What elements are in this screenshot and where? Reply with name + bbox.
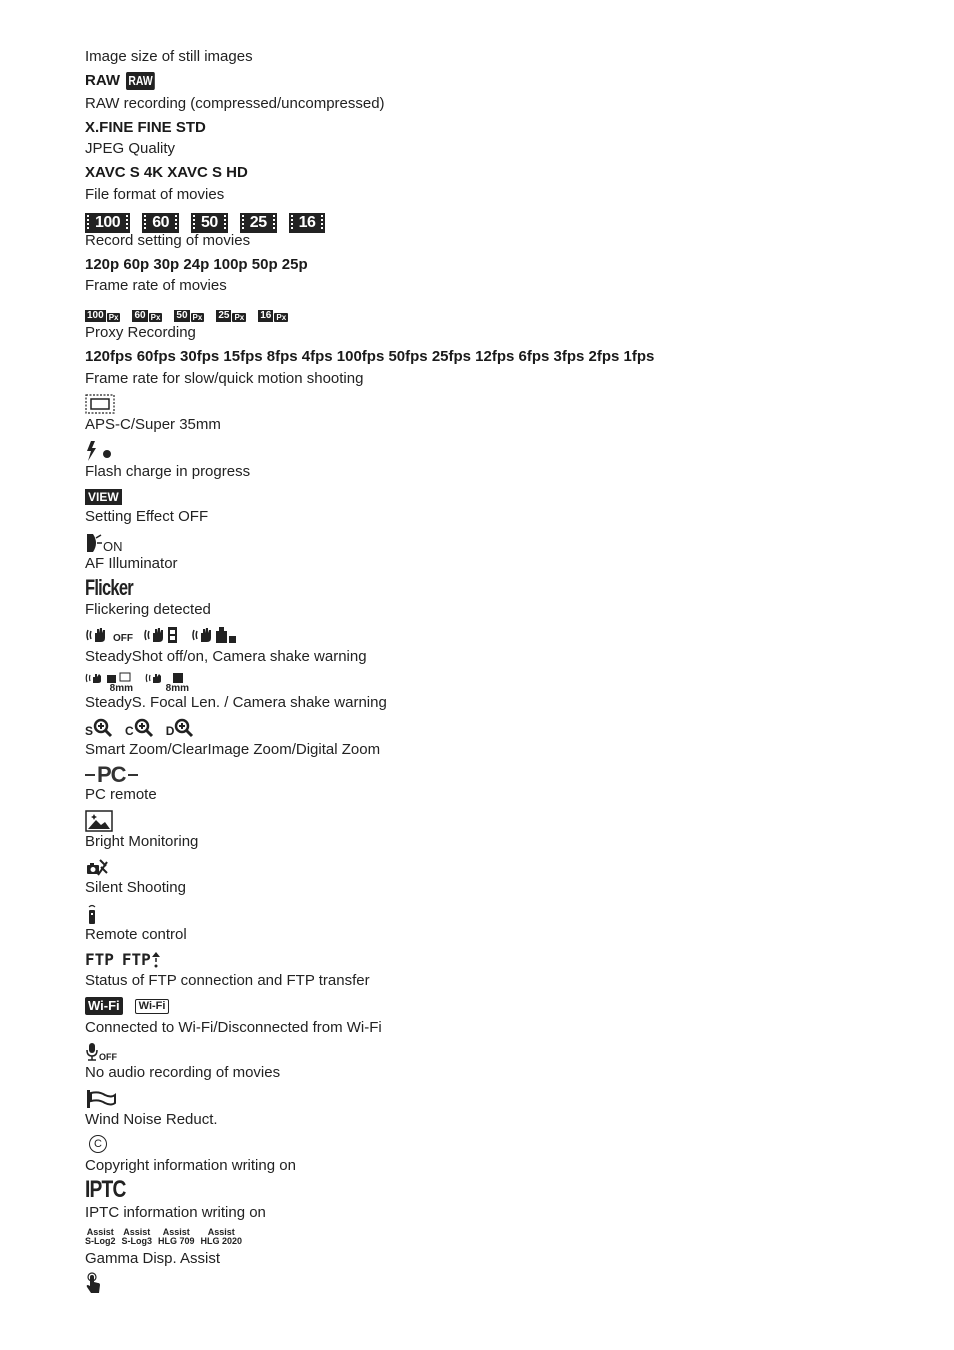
steadyshot-focal-icons (85, 672, 189, 694)
smart-zoom-icon: S (85, 718, 113, 738)
focal-len-warning-icon: 8mm (145, 672, 189, 694)
desc-silent-shooting: Silent Shooting (85, 879, 186, 896)
wifi-icons (85, 997, 169, 1015)
camera-shake-warning-icon (191, 626, 239, 644)
desc-file-format: File format of movies (85, 186, 225, 203)
desc-remote-control: Remote control (85, 926, 187, 943)
desc-wifi: Connected to Wi-Fi/Disconnected from Wi-Fi (85, 1019, 382, 1036)
raw-row (85, 72, 162, 90)
wifi-disconnected-icon: Wi-Fi (135, 999, 170, 1014)
desc-jpeg-quality: JPEG Quality (85, 140, 176, 157)
iptc-icon: IPTC (85, 1176, 126, 1203)
frame-rate-labels: 120p 60p 30p 24p 100p 50p 25p (85, 256, 308, 273)
steadyshot-icons (85, 626, 239, 644)
film-icon-60: 60 (142, 213, 179, 233)
jpeg-quality-labels: X.FINE FINE STD (85, 119, 206, 136)
film-icon-50: 50 (191, 213, 228, 233)
desc-raw: RAW recording (compressed/uncompressed) (85, 95, 385, 112)
desc-proxy: Proxy Recording (85, 324, 196, 341)
desc-pc-remote: PC remote (85, 786, 157, 803)
film-icon-100: 100 (85, 213, 130, 233)
pc-remote-icon: PC (85, 762, 138, 788)
af-illuminator-icon: ON (85, 532, 123, 554)
desc-wind-noise: Wind Noise Reduct. (85, 1111, 218, 1128)
assist-slog3-icon: Assist S-Log3 (121, 1227, 152, 1246)
slow-quick-fps-labels: 120fps 60fps 30fps 15fps 8fps 4fps 100fps 50fps 25fps 12fps 6fps 3fps 2fps 1fps (85, 348, 655, 365)
desc-steadyshot-focal: SteadyS. Focal Len. / Camera shake warning (85, 694, 387, 711)
desc-frame-rate: Frame rate of movies (85, 277, 227, 294)
film-icon-25: 25 (240, 213, 277, 233)
steadyshot-on-movie-icon (143, 626, 181, 644)
desc-zoom: Smart Zoom/ClearImage Zoom/Digital Zoom (85, 741, 381, 758)
desc-setting-effect: Setting Effect OFF (85, 508, 209, 525)
assist-hlg709-icon: Assist HLG 709 (158, 1227, 195, 1246)
desc-af-illuminator: AF Illuminator (85, 555, 178, 572)
record-setting-icons (85, 209, 325, 233)
raw-icon: RAW (126, 72, 155, 90)
desc-ftp: Status of FTP connection and FTP transfer (85, 972, 370, 989)
proxy-icon-50: 50 Px (176, 310, 203, 322)
proxy-icon-100: 100 Px (87, 310, 119, 322)
desc-image-size: Image size of still images (85, 48, 253, 65)
desc-flash-charge: Flash charge in progress (85, 463, 251, 480)
view-icon: VIEW (85, 488, 122, 506)
proxy-icons (85, 298, 288, 322)
digital-zoom-icon: D (166, 718, 195, 738)
clearimage-zoom-icon: C (125, 718, 154, 738)
copyright-icon: C (85, 1134, 107, 1153)
desc-apsc: APS-C/Super 35mm (85, 416, 221, 433)
file-format-labels: XAVC S 4K XAVC S HD (85, 164, 248, 181)
assist-hlg2020-icon: Assist HLG 2020 (200, 1227, 243, 1246)
desc-steadyshot: SteadyShot off/on, Camera shake warning (85, 648, 367, 665)
raw-label: RAW (85, 72, 120, 89)
desc-bright-monitoring: Bright Monitoring (85, 833, 199, 850)
ftp-icons (85, 950, 161, 969)
desc-record-setting: Record setting of movies (85, 232, 251, 249)
assist-slog2-icon: Assist S-Log2 (85, 1227, 116, 1246)
ftp-transfer-icon: FTP (122, 950, 161, 969)
desc-gamma-assist: Gamma Disp. Assist (85, 1250, 221, 1267)
desc-slow-quick: Frame rate for slow/quick motion shooting (85, 370, 364, 387)
proxy-icon-60: 60 Px (134, 310, 161, 322)
mic-off-icon: OFF (85, 1042, 117, 1062)
steadyshot-off-icon: OFF (85, 626, 133, 644)
wifi-connected-icon: Wi-Fi (85, 997, 123, 1015)
focal-len-icon: 8mm (85, 672, 133, 694)
desc-iptc: IPTC information writing on (85, 1204, 266, 1221)
touch-icon (85, 1272, 103, 1301)
desc-flicker: Flickering detected (85, 601, 211, 618)
flicker-icon: Flicker (85, 575, 133, 600)
gamma-assist-icons (85, 1228, 248, 1246)
desc-copyright: Copyright information writing on (85, 1157, 296, 1174)
ftp-connection-icon: FTP (85, 950, 114, 969)
zoom-icons (85, 718, 194, 738)
proxy-icon-16: 16 Px (260, 310, 287, 322)
film-icon-16: 16 (289, 213, 326, 233)
desc-no-audio: No audio recording of movies (85, 1064, 281, 1081)
proxy-icon-25: 25 Px (218, 310, 245, 322)
